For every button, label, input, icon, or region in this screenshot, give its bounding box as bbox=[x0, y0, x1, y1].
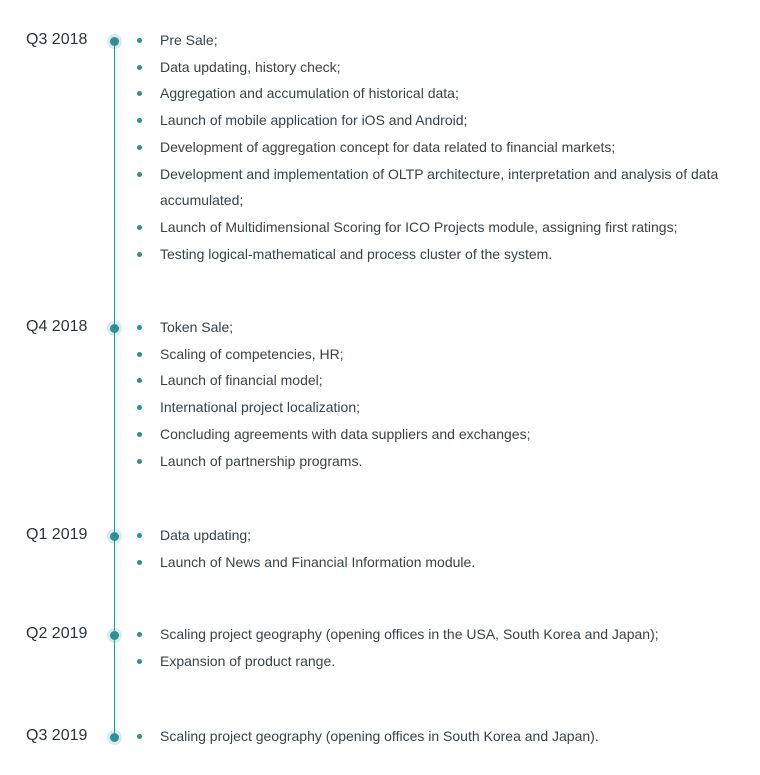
list-item: Launch of Multidimensional Scoring for ICO Projects module, assigning first ratings; bbox=[0, 214, 740, 241]
phase-items bbox=[0, 522, 740, 575]
phase-label: Q3 2018 bbox=[26, 31, 88, 48]
phase-items bbox=[0, 27, 740, 267]
bullet-dot-icon bbox=[137, 325, 142, 330]
phase-items bbox=[0, 314, 740, 474]
bullet-dot-icon bbox=[137, 38, 142, 43]
list-item: Pre Sale; bbox=[0, 27, 740, 54]
bullet-dot-icon bbox=[137, 659, 142, 664]
bullet-dot-icon bbox=[137, 118, 142, 123]
bullet-dot-icon bbox=[137, 91, 142, 96]
list-item: Data updating, history check; bbox=[0, 54, 740, 81]
phase-items bbox=[0, 621, 740, 674]
list-item: International project localization; bbox=[0, 394, 740, 421]
bullet-dot-icon bbox=[137, 459, 142, 464]
bullet-dot-icon bbox=[137, 172, 142, 177]
list-item: Scaling of competencies, HR; bbox=[0, 341, 740, 368]
bullet-dot-icon bbox=[137, 378, 142, 383]
list-item: Scaling project geography (opening offices in South Korea and Japan). bbox=[0, 723, 740, 750]
list-item: Data updating; bbox=[0, 522, 740, 549]
list-item: Token Sale; bbox=[0, 314, 740, 341]
list-item: Expansion of product range. bbox=[0, 648, 740, 675]
list-item: Testing logical-mathematical and process cluster of the system. bbox=[0, 241, 740, 268]
bullet-dot-icon bbox=[137, 734, 142, 739]
list-item: Launch of financial model; bbox=[0, 367, 740, 394]
bullet-dot-icon bbox=[137, 560, 142, 565]
bullet-dot-icon bbox=[137, 252, 142, 257]
bullet-dot-icon bbox=[137, 225, 142, 230]
phase-label: Q4 2018 bbox=[26, 318, 88, 335]
bullet-dot-icon bbox=[137, 352, 142, 357]
phase-label: Q3 2019 bbox=[26, 727, 88, 744]
list-item: Development and implementation of OLTP architecture, interpretation and analysis of data accumulated; bbox=[0, 161, 740, 214]
list-item: Aggregation and accumulation of historical data; bbox=[0, 80, 740, 107]
list-item: Concluding agreements with data suppliers and exchanges; bbox=[0, 421, 740, 448]
bullet-dot-icon bbox=[137, 533, 142, 538]
phase-label: Q2 2019 bbox=[26, 625, 88, 642]
bullet-dot-icon bbox=[137, 632, 142, 637]
phase-items bbox=[0, 723, 740, 750]
bullet-dot-icon bbox=[137, 145, 142, 150]
list-item: Launch of mobile application for iOS and Android; bbox=[0, 107, 740, 134]
list-item: Launch of News and Financial Information module. bbox=[0, 549, 740, 576]
bullet-dot-icon bbox=[137, 432, 142, 437]
phase-label: Q1 2019 bbox=[26, 526, 88, 543]
bullet-dot-icon bbox=[137, 405, 142, 410]
list-item: Scaling project geography (opening offices in the USA, South Korea and Japan); bbox=[0, 621, 740, 648]
bullet-dot-icon bbox=[137, 65, 142, 70]
list-item: Launch of partnership programs. bbox=[0, 448, 740, 475]
list-item: Development of aggregation concept for data related to financial markets; bbox=[0, 134, 740, 161]
